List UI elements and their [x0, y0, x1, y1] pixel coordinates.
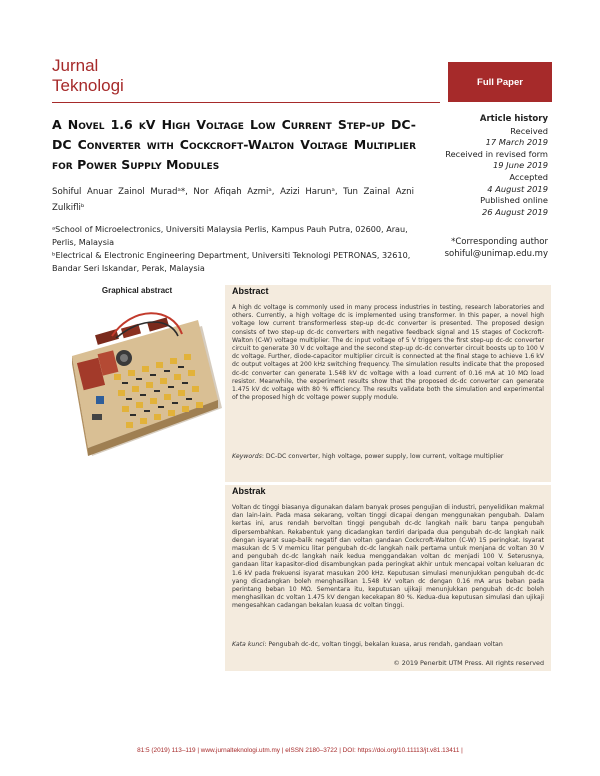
revised-date: 19 June 2019 [492, 160, 548, 171]
abstract-heading: Abstract [232, 286, 269, 296]
history-heading: Article history [479, 114, 548, 124]
corresponding-label: *Corresponding author [451, 237, 548, 247]
received-date: 17 March 2019 [485, 137, 548, 148]
abstract-box [225, 285, 551, 482]
graphical-abstract-label: Graphical abstract [101, 286, 173, 295]
published-label: Published online [480, 195, 548, 206]
kata-kunci-list: : Pengubah dc-dc, voltan tinggi, bekalan kuasa, arus rendah, gandaan voltan [264, 641, 503, 648]
page-footer: 81:5 (2019) 113–119 | www.jurnalteknologi.utm.my | eISSN 2180–3722 | DOI: https://doi.org/10.11113/jt.v81.13411 | [137, 747, 463, 754]
accepted-date: 4 August 2019 [487, 183, 548, 194]
paper-type-badge: Full Paper [448, 62, 552, 102]
article-history [418, 114, 548, 218]
copyright-notice: © 2019 Penerbit UTM Press. All rights reserved [393, 659, 544, 667]
abstrak-heading: Abstrak [232, 486, 266, 496]
accepted-label: Accepted [509, 171, 548, 182]
circuit-board-photo [52, 296, 224, 468]
affiliations [52, 223, 416, 275]
graphical-abstract-image [52, 296, 224, 468]
kata-kunci-label: Kata kunci [232, 641, 265, 648]
revised-label: Received in revised form [445, 148, 548, 159]
header-divider [52, 102, 440, 103]
corresponding-author [418, 236, 548, 260]
journal-name-line2: Teknologi [52, 76, 124, 95]
journal-name-line1: Jurnal [52, 56, 99, 75]
abstrak-text: Voltan dc tinggi biasanya digunakan dalam banyak proses pengujian di industri, penyelidikan makmal dan lain-lain. Pada masa sekarang, voltan tinggi dicapai dengan menggunakan pengubah. Dalam kertas ini, arus rendah bervoltan tinggi pengubah dc-dc langkah naik baru tanpa pengubah dipersembahkan. Rekabentuk yang dicadangkan terdiri daripada dua pengubah dc-dc langkah naik dengan isyarat suap-balik negatif dan voltan gandaan Cockcroft-Walton (C-W) 15 peringkat. Isyarat masukan dc 5 V memicu litar pengubah dc-dc langkah naik pertama untuk menjana dc voltan 30 V and pengubah dc-dc langkah naik kedua menggandakan voltan dc menjadi 100 V. Seterusnya, gandaan litar kapasitor-diod disambungkan pada peringkat akhir untuk mencapai voltan keluaran dc 1.6 kV pada frekuensi isyarat masukan 200 kHz. Keputusan simulasi menunjukkan pengubah dc-dc yang dicadangkan boleh menghasilkan 1.548 kV voltan dc dengan 0.16 mA arus beban pada perintang beban 10 MΩ. Sementara itu, keputusan ujikaji menunjukkan pengubah dc-dc boleh menghasilkan dc voltan 1.475 kV dengan kecekapan 80 %. Kedua-dua keputusan simulasi dan ujikaji mengesahkan cadangan bekalan kuasa dc voltan tinggi. [232, 504, 544, 610]
affiliation-a: ᵃSchool of Microelectronics, Universiti Malaysia Perlis, Kampus Pauh Putra, 02600, Arau, Perlis, Malaysia [52, 224, 408, 247]
abstract-text: A high dc voltage is commonly used in many process industries in testing, research laboratories and others. Currently, a high voltage dc is implemented using transformer. In this paper, a novel high voltage low current transformerless step-up dc-dc converter is presented. The proposed design consists of two step-up dc-dc converters with negative feedback signal and 15 stages of Cockcroft-Walton (C-W) voltage multiplier. The dc input voltage of 5 V triggers the first step-up dc-dc converter circuit to generate 30 V dc voltage and the second step-up dc-dc converter circuit boosts up to 100 V dc voltage. Further, diode-capacitor multiplier circuit is connected at the final stage to achieve 1.6 kV dc output voltages at 200 kHz switching frequency. The simulation results indicate that the proposed dc-dc converter can generate 1.548 kV dc voltage with a load current of 0.16 mA at 10 MΩ load resistor. Meanwhile, the experiment results show that the proposed dc-dc converter can generate 1.475 kV dc voltage with 80 % efficiency. The results validate both the simulation and experimental of the proposed high dc voltage power supply module. [232, 304, 544, 402]
keywords-label: Keywords [232, 453, 262, 460]
published-date: 26 August 2019 [482, 206, 548, 217]
author-list: Sohiful Anuar Zainol Muradᵃ*, Nor Afiqah Azmiᵃ, Azizi Harunᵃ, Tun Zainal Azni Zulkifliᵇ [52, 187, 414, 213]
corresponding-email[interactable]: sohiful@unimap.edu.my [444, 249, 548, 259]
journal-logo [52, 56, 124, 96]
abstract-keywords [232, 453, 544, 461]
abstrak-box [225, 485, 551, 671]
affiliation-b: ᵇElectrical & Electronic Engineering Department, Universiti Teknologi PETRONAS, 32610, Bandar Seri Iskandar, Perak, Malaysia [52, 250, 411, 273]
keywords-list: : DC-DC converter, high voltage, power supply, low current, voltage multiplier [261, 453, 504, 460]
abstrak-keywords [232, 641, 544, 649]
paper-title: A Novel 1.6 kV High Voltage Low Current Step-up DC-DC Converter with Cockcroft-Walton Voltage Multiplier for Power Supply Modules [52, 117, 416, 172]
received-label: Received [510, 125, 548, 136]
